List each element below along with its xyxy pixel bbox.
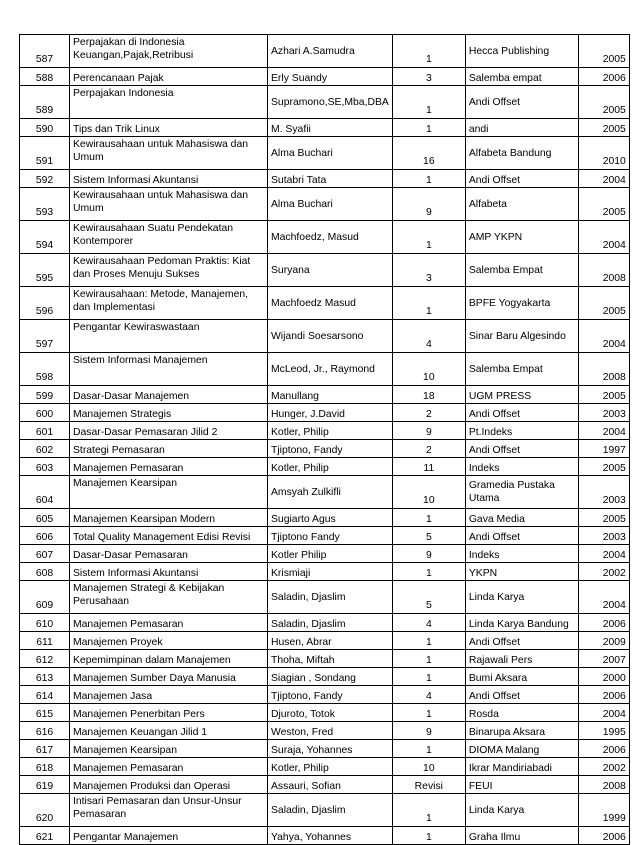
book-publisher: UGM PRESS (465, 386, 578, 404)
book-year: 2005 (578, 386, 629, 404)
book-edition: 2 (392, 404, 465, 422)
book-title: Sistem Informasi Akuntansi (70, 563, 268, 581)
book-year: 2006 (578, 614, 629, 632)
book-author: Tjiptono Fandy (268, 527, 393, 545)
book-title: Dasar-Dasar Pemasaran (70, 545, 268, 563)
book-number: 598 (20, 353, 70, 386)
book-title: Manajemen Proyek (70, 632, 268, 650)
book-edition: 1 (392, 668, 465, 686)
book-year: 2003 (578, 404, 629, 422)
table-row (20, 776, 630, 794)
book-number: 595 (20, 254, 70, 287)
book-year: 2004 (578, 581, 629, 614)
book-year: 2005 (578, 86, 629, 119)
book-edition: 3 (392, 254, 465, 287)
book-author: Tjiptono, Fandy (268, 440, 393, 458)
book-author: Yahya, Yohannes (268, 827, 393, 845)
table-row (20, 827, 630, 845)
book-title: Tips dan Trik Linux (70, 119, 268, 137)
book-author: Saladin, Djaslim (268, 581, 393, 614)
book-edition: 9 (392, 188, 465, 221)
table-row (20, 722, 630, 740)
book-publisher: Gramedia Pustaka Utama (465, 476, 578, 509)
book-publisher: FEUI (465, 776, 578, 794)
book-number: 609 (20, 581, 70, 614)
book-title: Manajemen Sumber Daya Manusia (70, 668, 268, 686)
table-row (20, 353, 630, 386)
table-row (20, 794, 630, 827)
book-publisher: Sinar Baru Algesindo (465, 320, 578, 353)
book-edition: 1 (392, 86, 465, 119)
book-year: 2005 (578, 119, 629, 137)
book-number: 619 (20, 776, 70, 794)
book-title: Kewirausahaan Suatu Pendekatan Kontemporer (70, 221, 268, 254)
book-publisher: Alfabeta (465, 188, 578, 221)
book-edition: 10 (392, 353, 465, 386)
book-number: 610 (20, 614, 70, 632)
table-row (20, 563, 630, 581)
table-row (20, 320, 630, 353)
book-edition: 11 (392, 458, 465, 476)
table-row (20, 254, 630, 287)
table-row (20, 632, 630, 650)
book-year: 2003 (578, 527, 629, 545)
book-publisher: AMP YKPN (465, 221, 578, 254)
book-author: Assauri, Sofian (268, 776, 393, 794)
book-year: 2007 (578, 650, 629, 668)
book-number: 608 (20, 563, 70, 581)
table-row (20, 545, 630, 563)
book-edition: 1 (392, 170, 465, 188)
table-row (20, 221, 630, 254)
book-title: Kepemimpinan dalam Manajemen (70, 650, 268, 668)
book-author: Machfoedz, Masud (268, 221, 393, 254)
book-edition: 1 (392, 35, 465, 68)
table-row (20, 188, 630, 221)
book-year: 2006 (578, 740, 629, 758)
book-edition: 1 (392, 119, 465, 137)
book-author: Amsyah Zulkifli (268, 476, 393, 509)
book-title: Intisari Pemasaran dan Unsur-Unsur Pemasaran (70, 794, 268, 827)
book-number: 590 (20, 119, 70, 137)
book-author: Azhari A.Samudra (268, 35, 393, 68)
book-author: Supramono,SE,Mba,DBA (268, 86, 393, 119)
book-author: Erly Suandy (268, 68, 393, 86)
table-row (20, 458, 630, 476)
book-number: 604 (20, 476, 70, 509)
book-year: 2005 (578, 287, 629, 320)
book-author: Wijandi Soesarsono (268, 320, 393, 353)
book-edition: 1 (392, 287, 465, 320)
book-publisher: Indeks (465, 458, 578, 476)
book-title: Perpajakan di Indonesia Keuangan,Pajak,Retribusi (70, 35, 268, 68)
book-year: 2003 (578, 476, 629, 509)
table-row (20, 758, 630, 776)
book-catalog-table (19, 34, 630, 845)
book-title: Total Quality Management Edisi Revisi (70, 527, 268, 545)
book-year: 2004 (578, 545, 629, 563)
book-edition: 10 (392, 476, 465, 509)
table-row (20, 86, 630, 119)
book-number: 605 (20, 509, 70, 527)
book-title: Kewirausahaan untuk Mahasiswa dan Umum (70, 188, 268, 221)
book-edition: Revisi (392, 776, 465, 794)
book-number: 615 (20, 704, 70, 722)
book-author: Djuroto, Totok (268, 704, 393, 722)
book-edition: 1 (392, 827, 465, 845)
book-title: Sistem Informasi Akuntansi (70, 170, 268, 188)
book-publisher: Andi Offset (465, 404, 578, 422)
book-number: 617 (20, 740, 70, 758)
book-number: 621 (20, 827, 70, 845)
table-row (20, 440, 630, 458)
book-edition: 1 (392, 221, 465, 254)
book-year: 2004 (578, 170, 629, 188)
book-publisher: Indeks (465, 545, 578, 563)
table-row (20, 614, 630, 632)
book-year: 2004 (578, 704, 629, 722)
book-title: Manajemen Produksi dan Operasi (70, 776, 268, 794)
book-number: 591 (20, 137, 70, 170)
table-row (20, 581, 630, 614)
book-year: 2008 (578, 776, 629, 794)
book-year: 2004 (578, 320, 629, 353)
book-edition: 10 (392, 758, 465, 776)
book-publisher: Salemba empat (465, 68, 578, 86)
book-publisher: Andi Offset (465, 686, 578, 704)
book-year: 2005 (578, 188, 629, 221)
book-publisher: YKPN (465, 563, 578, 581)
book-year: 2008 (578, 254, 629, 287)
book-publisher: Pt.Indeks (465, 422, 578, 440)
book-publisher: Rajawali Pers (465, 650, 578, 668)
book-publisher: Alfabeta Bandung (465, 137, 578, 170)
book-author: Suryana (268, 254, 393, 287)
book-number: 594 (20, 221, 70, 254)
book-publisher: Hecca Publishing (465, 35, 578, 68)
book-number: 600 (20, 404, 70, 422)
book-edition: 4 (392, 614, 465, 632)
book-publisher: Andi Offset (465, 170, 578, 188)
book-year: 2006 (578, 827, 629, 845)
table-row (20, 35, 630, 68)
book-number: 618 (20, 758, 70, 776)
book-author: Suraja, Yohannes (268, 740, 393, 758)
table-row (20, 668, 630, 686)
book-title: Manajemen Kearsipan Modern (70, 509, 268, 527)
book-author: Kotler Philip (268, 545, 393, 563)
book-publisher: Andi Offset (465, 86, 578, 119)
book-number: 593 (20, 188, 70, 221)
book-number: 613 (20, 668, 70, 686)
book-author: Saladin, Djaslim (268, 614, 393, 632)
book-publisher: Ikrar Mandiriabadi (465, 758, 578, 776)
book-title: Manajemen Pemasaran (70, 458, 268, 476)
book-number: 599 (20, 386, 70, 404)
book-year: 2010 (578, 137, 629, 170)
table-row (20, 386, 630, 404)
book-number: 611 (20, 632, 70, 650)
table-row (20, 704, 630, 722)
book-title: Dasar-Dasar Manajemen (70, 386, 268, 404)
book-number: 601 (20, 422, 70, 440)
book-publisher: Binarupa Aksara (465, 722, 578, 740)
book-author: Kotler, Philip (268, 422, 393, 440)
book-edition: 3 (392, 68, 465, 86)
book-publisher: Linda Karya (465, 581, 578, 614)
book-number: 606 (20, 527, 70, 545)
book-edition: 18 (392, 386, 465, 404)
book-title: Manajemen Jasa (70, 686, 268, 704)
table-row (20, 650, 630, 668)
book-author: Sutabri Tata (268, 170, 393, 188)
book-edition: 9 (392, 422, 465, 440)
book-title: Manajemen Penerbitan Pers (70, 704, 268, 722)
book-author: Weston, Fred (268, 722, 393, 740)
table-row (20, 287, 630, 320)
book-title: Kewirausahaan Pedoman Praktis: Kiat dan Proses Menuju Sukses (70, 254, 268, 287)
table-row (20, 527, 630, 545)
book-title: Manajemen Kearsipan (70, 476, 268, 509)
book-title: Perpajakan Indonesia (70, 86, 268, 119)
book-year: 2004 (578, 221, 629, 254)
book-number: 587 (20, 35, 70, 68)
book-author: Manullang (268, 386, 393, 404)
book-edition: 2 (392, 440, 465, 458)
book-year: 2005 (578, 35, 629, 68)
table-row (20, 476, 630, 509)
book-year: 2005 (578, 509, 629, 527)
book-title: Manajemen Keuangan Jilid 1 (70, 722, 268, 740)
book-publisher: DIOMA Malang (465, 740, 578, 758)
book-title: Manajemen Strategis (70, 404, 268, 422)
book-title: Manajemen Pemasaran (70, 758, 268, 776)
book-author: Krismiaji (268, 563, 393, 581)
book-number: 588 (20, 68, 70, 86)
book-title: Kewirausahaan untuk Mahasiswa dan Umum (70, 137, 268, 170)
book-edition: 1 (392, 632, 465, 650)
book-publisher: BPFE Yogyakarta (465, 287, 578, 320)
book-edition: 1 (392, 704, 465, 722)
book-title: Sistem Informasi Manajemen (70, 353, 268, 386)
table-row (20, 509, 630, 527)
table-row (20, 740, 630, 758)
book-year: 1997 (578, 440, 629, 458)
book-publisher: Graha Ilmu (465, 827, 578, 845)
table-row (20, 119, 630, 137)
book-edition: 4 (392, 320, 465, 353)
book-edition: 5 (392, 527, 465, 545)
book-title: Strategi Pemasaran (70, 440, 268, 458)
book-author: Tjiptono, Fandy (268, 686, 393, 704)
book-edition: 1 (392, 740, 465, 758)
book-edition: 1 (392, 563, 465, 581)
book-year: 2002 (578, 563, 629, 581)
book-title: Manajemen Kearsipan (70, 740, 268, 758)
book-number: 597 (20, 320, 70, 353)
book-title: Kewirausahaan: Metode, Manajemen, dan Implementasi (70, 287, 268, 320)
book-title: Dasar-Dasar Pemasaran Jilid 2 (70, 422, 268, 440)
book-author: Kotler, Philip (268, 758, 393, 776)
book-author: Kotler, Philip (268, 458, 393, 476)
book-number: 607 (20, 545, 70, 563)
book-author: Alma Buchari (268, 137, 393, 170)
book-title: Perencanaan Pajak (70, 68, 268, 86)
book-author: Saladin, Djaslim (268, 794, 393, 827)
book-edition: 1 (392, 650, 465, 668)
book-edition: 16 (392, 137, 465, 170)
book-number: 612 (20, 650, 70, 668)
book-year: 2000 (578, 668, 629, 686)
book-year: 2009 (578, 632, 629, 650)
book-edition: 1 (392, 509, 465, 527)
table-row (20, 422, 630, 440)
book-edition: 5 (392, 581, 465, 614)
book-edition: 9 (392, 722, 465, 740)
book-year: 2002 (578, 758, 629, 776)
book-catalog-body (20, 35, 630, 845)
book-number: 589 (20, 86, 70, 119)
book-year: 2006 (578, 686, 629, 704)
book-author: Thoha, Miftah (268, 650, 393, 668)
book-publisher: Salemba Empat (465, 353, 578, 386)
book-author: Husen, Abrar (268, 632, 393, 650)
table-row (20, 68, 630, 86)
book-publisher: Bumi Aksara (465, 668, 578, 686)
book-number: 596 (20, 287, 70, 320)
book-author: Sugiarto Agus (268, 509, 393, 527)
book-author: McLeod, Jr., Raymond (268, 353, 393, 386)
book-year: 2005 (578, 458, 629, 476)
table-row (20, 137, 630, 170)
book-publisher: andi (465, 119, 578, 137)
book-number: 614 (20, 686, 70, 704)
book-publisher: Gava Media (465, 509, 578, 527)
book-title: Pengantar Kewiraswastaan (70, 320, 268, 353)
book-author: Hunger, J.David (268, 404, 393, 422)
book-edition: 9 (392, 545, 465, 563)
book-year: 2004 (578, 422, 629, 440)
book-author: Siagian , Sondang (268, 668, 393, 686)
book-number: 620 (20, 794, 70, 827)
book-year: 1999 (578, 794, 629, 827)
book-publisher: Linda Karya Bandung (465, 614, 578, 632)
book-number: 592 (20, 170, 70, 188)
table-row (20, 170, 630, 188)
book-author: M. Syafii (268, 119, 393, 137)
book-publisher: Rosda (465, 704, 578, 722)
book-title: Pengantar Manajemen (70, 827, 268, 845)
book-author: Alma Buchari (268, 188, 393, 221)
book-publisher: Linda Karya (465, 794, 578, 827)
book-publisher: Andi Offset (465, 440, 578, 458)
book-edition: 4 (392, 686, 465, 704)
book-year: 2008 (578, 353, 629, 386)
book-title: Manajemen Strategi & Kebijakan Perusahaan (70, 581, 268, 614)
book-number: 616 (20, 722, 70, 740)
book-publisher: Andi Offset (465, 632, 578, 650)
book-author: Machfoedz Masud (268, 287, 393, 320)
book-publisher: Salemba Empat (465, 254, 578, 287)
table-row (20, 404, 630, 422)
book-year: 2006 (578, 68, 629, 86)
book-year: 1995 (578, 722, 629, 740)
book-title: Manajemen Pemasaran (70, 614, 268, 632)
book-edition: 1 (392, 794, 465, 827)
book-number: 603 (20, 458, 70, 476)
book-number: 602 (20, 440, 70, 458)
table-row (20, 686, 630, 704)
book-publisher: Andi Offset (465, 527, 578, 545)
